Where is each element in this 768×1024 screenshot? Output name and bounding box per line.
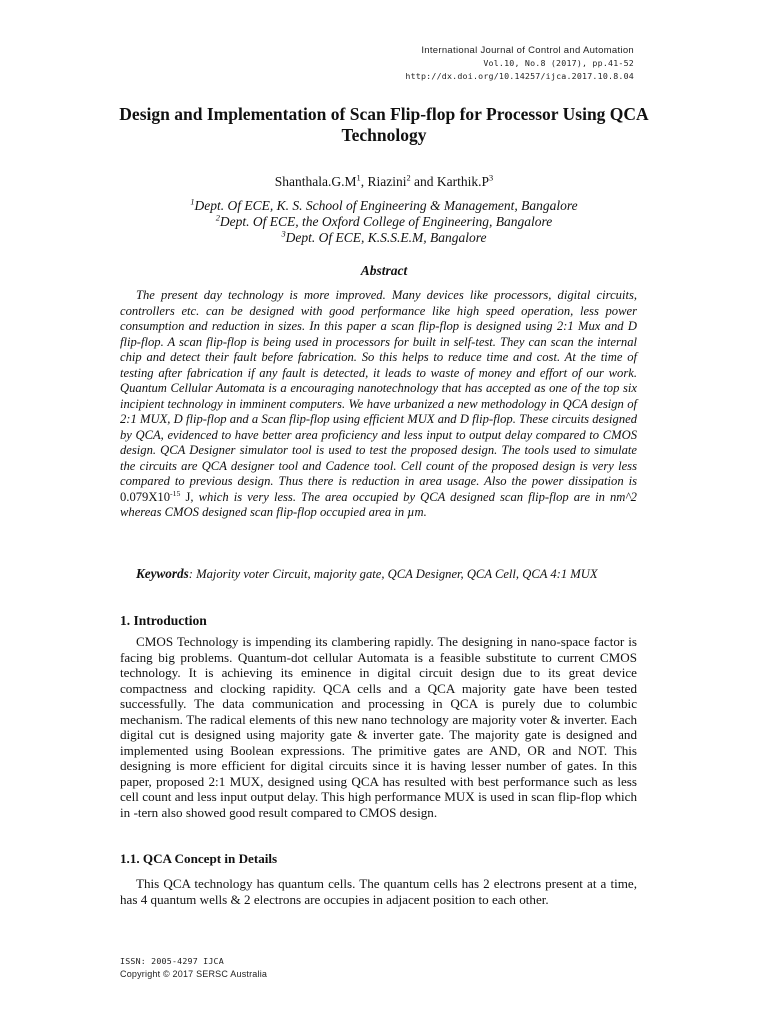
author-list <box>120 173 648 190</box>
affiliation-text: Dept. Of ECE, K. S. School of Engineering & Management, Bangalore <box>194 198 578 213</box>
affiliation-sup: 2 <box>215 213 220 223</box>
doi-link[interactable]: http://dx.doi.org/10.14257/ijca.2017.10.8.04 <box>405 71 634 81</box>
power-value <box>120 490 190 504</box>
affiliation <box>120 198 648 214</box>
author-name: Riazini <box>367 174 407 189</box>
paper-title: Design and Implementation of Scan Flip-flop for Processor Using QCA Technology <box>119 104 649 145</box>
author-name: Shanthala.G.M <box>274 174 357 189</box>
power-base: 0.079X10 <box>120 489 171 504</box>
journal-name: International Journal of Control and Automation <box>421 45 634 56</box>
abstract-text-end: , which is very less. The area occupied by QCA designed scan flip-flop are in nm^2 whereas CMOS designed scan flip-flop occupied area in µm. <box>120 489 637 519</box>
introduction-paragraph: CMOS Technology is impending its clambering rapidly. The designing in nano-space factor is facing big problems. Quantum-dot cellular Automata is a feasible substitute to current CMOS technology. It is achieving its eminence in digital circuit design due to its great device compactness and clocking rapidity. QCA cells and a QCA majority gate have been tested successfully. The data communication and processing in QCA is purely due to columbic mechanism. The radical elements of this new nano technology are majority voter & inverter. Each digital cut is designed using majority gate & inverter gate. The majority gate is designed and implemented using Boolean expressions. The primitive gates are AND, OR and NOT. This designing is more efficient for digital circuits since it is having lesser number of gates. In this paper, proposed 2:1 MUX, designed using QCA has resulted with best performance such as less cell count and less input output delay. This high performance MUX is used in scan flip-flop which in -tern also showed good result compared to CMOS design. <box>120 634 637 820</box>
affiliation <box>120 230 648 246</box>
section-title-introduction: 1. Introduction <box>120 613 207 628</box>
author-sup: 2 <box>406 173 411 183</box>
subsection-title-qca-concept: 1.1. QCA Concept in Details <box>120 851 278 866</box>
author-sup: 1 <box>356 173 361 183</box>
affiliation-sup: 1 <box>190 197 195 207</box>
abstract-heading: Abstract <box>360 263 408 278</box>
abstract-body <box>120 288 637 521</box>
affiliation-text: Dept. Of ECE, the Oxford College of Engineering, Bangalore <box>219 214 553 229</box>
issn: ISSN: 2005-4297 IJCA <box>120 956 224 966</box>
author-sup: 3 <box>489 173 494 183</box>
copyright: Copyright © 2017 SERSC Australia <box>120 969 268 979</box>
affiliation <box>120 214 648 230</box>
journal-volume: Vol.10, No.8 (2017), pp.41-52 <box>483 58 634 68</box>
power-exponent: -15 <box>170 488 181 498</box>
keywords-text: : Majority voter Circuit, majority gate, QCA Designer, QCA Cell, QCA 4:1 MUX <box>188 567 598 581</box>
affiliation-sup: 3 <box>281 229 286 239</box>
keywords <box>120 566 637 583</box>
keywords-label: Keywords <box>136 566 189 581</box>
qca-concept-paragraph: This QCA technology has quantum cells. The quantum cells has 2 electrons present at a time, has 4 quantum wells & 2 electrons are occupies in adjacent position to each other. <box>120 876 637 907</box>
page-footer <box>120 955 267 981</box>
power-unit: J <box>180 489 191 504</box>
author-separator: , <box>360 174 368 189</box>
affiliation-list <box>120 198 648 246</box>
journal-header <box>405 44 634 83</box>
author-separator: and <box>410 174 437 189</box>
affiliation-text: Dept. Of ECE, K.S.S.E.M, Bangalore <box>285 230 487 245</box>
abstract-text: The present day technology is more improved. Many devices like processors, digital circuits, controllers etc. can be designed with good performance like high speed operation, less power consumption and reduction in sizes. In this paper a scan flip-flop is designed using 2:1 Mux and D flip-flop. A scan flip-flop is being used in processors for built in self-test. They can scan the internal chip and detect their fault before fabrication. So this helps to reduce time and cost. At the time of testing after fabrication if any fault is detected, it leads to waste of money and effort of our work. Quantum Cellular Automata is a encouraging nanotechnology that has accepted as one of the top six incipient technology in imminent computers. We have urbanized a new methodology in QCA design of 2:1 MUX, D flip-flop and a Scan flip-flop using efficient MUX and D flip-flop. These circuits designed by QCA, evidenced to have better area proficiency and less input to output delay compared to CMOS design. QCA Designer simulator tool is used to test the proposed design. The tools used to simulate the circuits are QCA designer tool and Cadence tool. Cell count of the proposed design is very less compared to previous design. Thus there is reduction in area usage. Also the power dissipation is <box>120 288 637 488</box>
author-name: Karthik.P <box>436 174 490 189</box>
